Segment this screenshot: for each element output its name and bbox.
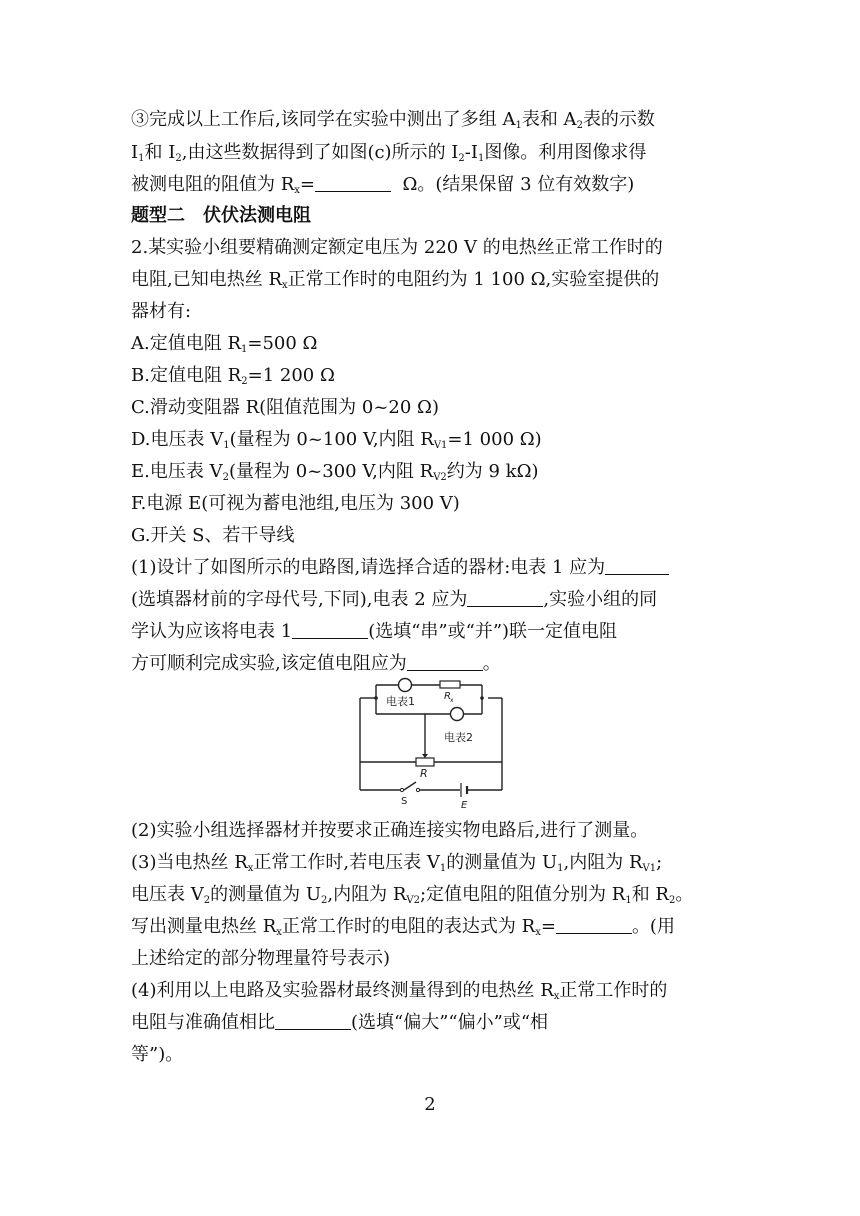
source-label: E — [461, 800, 468, 810]
meter-2-icon — [451, 708, 464, 721]
text-line: 器材有: — [131, 301, 192, 322]
answer-blank[interactable] — [315, 173, 391, 192]
text-line: 电阻,已知电热丝 $R_x$正常工作时的电阻约为 1 100 Ω,实验室提供的 — [131, 269, 660, 291]
text-line: (2)实验小组选择器材并按要求正确连接实物电路后,进行了测量。 — [131, 820, 649, 841]
text-line: 方可顺利完成实验,该定值电阻应为 。 — [131, 653, 501, 674]
option-c: C.滑动变阻器 R(阻值范围为 0~20 Ω) — [131, 397, 439, 418]
circuit-diagram — [352, 670, 506, 810]
rheostat-label: R — [420, 767, 428, 780]
meter-2-label: 电表2 — [444, 731, 473, 744]
text-line: (4)利用以上电路及实验器材最终测量得到的电热丝 $R_x$正常工作时的 — [131, 980, 668, 1002]
answer-blank[interactable] — [556, 915, 632, 934]
text-line: ③完成以上工作后,该同学在实验中测出了多组 $A_1$表和 $A_2$表的示数 — [131, 109, 655, 131]
answer-blank[interactable] — [292, 620, 368, 639]
rx-resistor-icon — [440, 681, 460, 688]
rx-label: R — [444, 691, 451, 702]
rheostat-icon — [416, 758, 434, 766]
option-a: A.定值电阻 $R_1=500$ Ω — [131, 333, 318, 355]
option-d: D.电压表 $V_1$(量程为 0~100 V,内阻 $R_{V1}=1$ 000 Ω) — [131, 429, 542, 451]
text-line: (选填器材前的字母代号,下同),电表 2 应为 ,实验小组的同 — [131, 589, 658, 610]
option-b: B.定值电阻 $R_2=1$ 200 Ω — [131, 365, 335, 387]
option-e: E.电压表 $V_2$(量程为 0~300 V,内阻 $R_{V2}$约为 9 kΩ) — [131, 461, 539, 483]
text-line: $I_1$和 $I_2$,由这些数据得到了如图(c)所示的 $I_2-I_1$图像。利用图像求得 — [131, 142, 647, 164]
text-line: 电阻与准确值相比 (选填“偏大”“偏小”或“相 — [131, 1012, 549, 1033]
switch-label: S — [401, 796, 408, 807]
text-line: 被测电阻的阻值为 $R_x= \Omega$。(结果保留 3 位有效数字) — [131, 174, 635, 196]
text-line: 电压表 $V_2$的测量值为 $U_2$,内阻为 $R_{V2}$;定值电阻的阻值分别为 $R_1$和 $R_2$。 — [131, 884, 694, 906]
section-title: 题型二 伏伏法测电阻 — [131, 205, 311, 226]
text-line: (3)当电热丝 $R_x$正常工作时,若电压表 $V_1$的测量值为 $U_1$,内阻为 $R_{V1}$; — [131, 852, 663, 874]
text-line: 等”)。 — [131, 1044, 184, 1065]
text-line: 学认为应该将电表 1 (选填“串”或“并”)联一定值电阻 — [131, 621, 618, 642]
text-line: 2.某实验小组要精确测定额定电压为 220 V 的电热丝正常工作时的 — [131, 237, 663, 258]
option-g: G.开关 S、若干导线 — [131, 525, 295, 546]
rx-sub-label: x — [450, 697, 454, 704]
page-number: 2 — [424, 1094, 436, 1115]
answer-blank[interactable] — [407, 652, 483, 671]
meter-1-label: 电表1 — [386, 695, 415, 708]
text-line: (1)设计了如图所示的电路图,请选择合适的器材:电表 1 应为 — [131, 556, 669, 580]
text-line: 写出测量电热丝 $R_x$正常工作时的电阻的表达式为 $R_x=$ 。(用 — [131, 916, 675, 938]
option-f: F.电源 E(可视为蓄电池组,电压为 300 V) — [131, 493, 460, 514]
answer-blank[interactable] — [275, 1011, 351, 1030]
meter-1-icon — [399, 679, 412, 692]
text-line: 上述给定的部分物理量符号表示) — [131, 948, 391, 969]
answer-blank[interactable] — [605, 556, 669, 575]
answer-blank[interactable] — [467, 588, 543, 607]
